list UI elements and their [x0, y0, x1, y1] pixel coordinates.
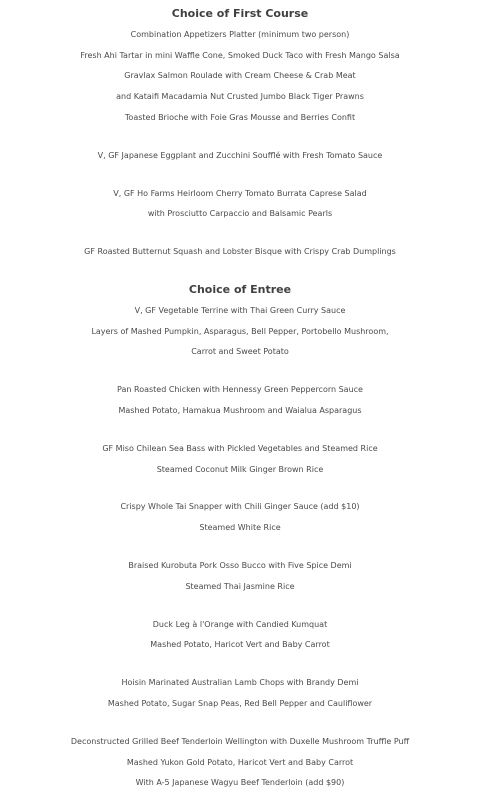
menu-item-line: V, GF Japanese Eggplant and Zucchini Soufflé with Fresh Tomato Sauce [97, 150, 383, 160]
entree-section [0, 280, 480, 794]
menu-item [0, 556, 480, 598]
menu-item [0, 732, 480, 794]
entree-heading: Choice of Entree [188, 282, 292, 296]
menu-item-line: GF Roasted Butternut Squash and Lobster Bisque with Crispy Crab Dumplings [84, 247, 396, 257]
menu-item-line: with Prosciutto Carpaccio and Balsamic Pearls [147, 209, 333, 219]
menu-item [0, 615, 480, 657]
menu-item [0, 439, 480, 481]
menu-item-line: Steamed Thai Jasmine Rice [185, 581, 295, 591]
menu-item-line: Duck Leg à l'Orange with Candied Kumquat [152, 619, 328, 629]
menu-item-line: Braised Kurobuta Pork Osso Bucco with Five Spice Demi [128, 560, 352, 570]
menu-item-line: Gravlax Salmon Roulade with Cream Cheese & Crab Meat [124, 71, 356, 81]
menu-item-line: Mashed Potato, Sugar Snap Peas, Red Bell Pepper and Cauliflower [107, 698, 373, 708]
menu-item-line: Steamed Coconut Milk Ginger Brown Rice [156, 464, 324, 474]
menu-item-line: Fresh Ahi Tartar in mini Waffle Cone, Smoked Duck Taco with Fresh Mango Salsa [80, 50, 400, 60]
menu-item [0, 184, 480, 226]
menu-item-line: Mashed Yukon Gold Potato, Haricot Vert and Baby Carrot [126, 757, 354, 767]
menu-item [0, 25, 480, 129]
menu-item [0, 380, 480, 422]
menu-item-line: Carrot and Sweet Potato [191, 347, 289, 357]
menu-item [0, 497, 480, 539]
menu-item-line: Combination Appetizers Platter (minimum two person) [130, 29, 350, 39]
menu-item-line: With A-5 Japanese Wagyu Beef Tenderloin (add $90) [135, 778, 345, 788]
menu-item-line: V, GF Ho Farms Heirloom Cherry Tomato Burrata Caprese Salad [113, 188, 367, 198]
menu-item [0, 673, 480, 715]
menu-item-line: Crispy Whole Tai Snapper with Chili Ginger Sauce (add $10) [120, 502, 360, 512]
menu-item-line: Steamed White Rice [199, 523, 281, 533]
menu-item-line: Pan Roasted Chicken with Hennessy Green Peppercorn Sauce [117, 385, 363, 395]
menu-item-line: Mashed Potato, Haricot Vert and Baby Carrot [150, 640, 330, 650]
menu-item-line: Hoisin Marinated Australian Lamb Chops with Brandy Demi [121, 678, 359, 688]
menu-item [0, 242, 480, 263]
menu-item-line: and Kataifi Macadamia Nut Crusted Jumbo Black Tiger Prawns [116, 92, 364, 102]
menu-item-line: GF Miso Chilean Sea Bass with Pickled Vegetables and Steamed Rice [102, 443, 378, 453]
menu-item-line: Mashed Potato, Hamakua Mushroom and Waialua Asparagus [118, 405, 362, 415]
menu-item-line: Deconstructed Grilled Beef Tenderloin Wellington with Duxelle Mushroom Truffle Puff [70, 736, 410, 746]
menu-item-line: V, GF Vegetable Terrine with Thai Green Curry Sauce [134, 305, 346, 315]
menu-item-line: Layers of Mashed Pumpkin, Asparagus, Bell Pepper, Portobello Mushroom, [91, 326, 389, 336]
first-course-section [0, 4, 480, 263]
menu-item [0, 301, 480, 363]
menu-item-line: Toasted Brioche with Foie Gras Mousse and Berries Confit [124, 112, 356, 122]
menu-item [0, 146, 480, 167]
first-course-heading: Choice of First Course [171, 7, 309, 20]
